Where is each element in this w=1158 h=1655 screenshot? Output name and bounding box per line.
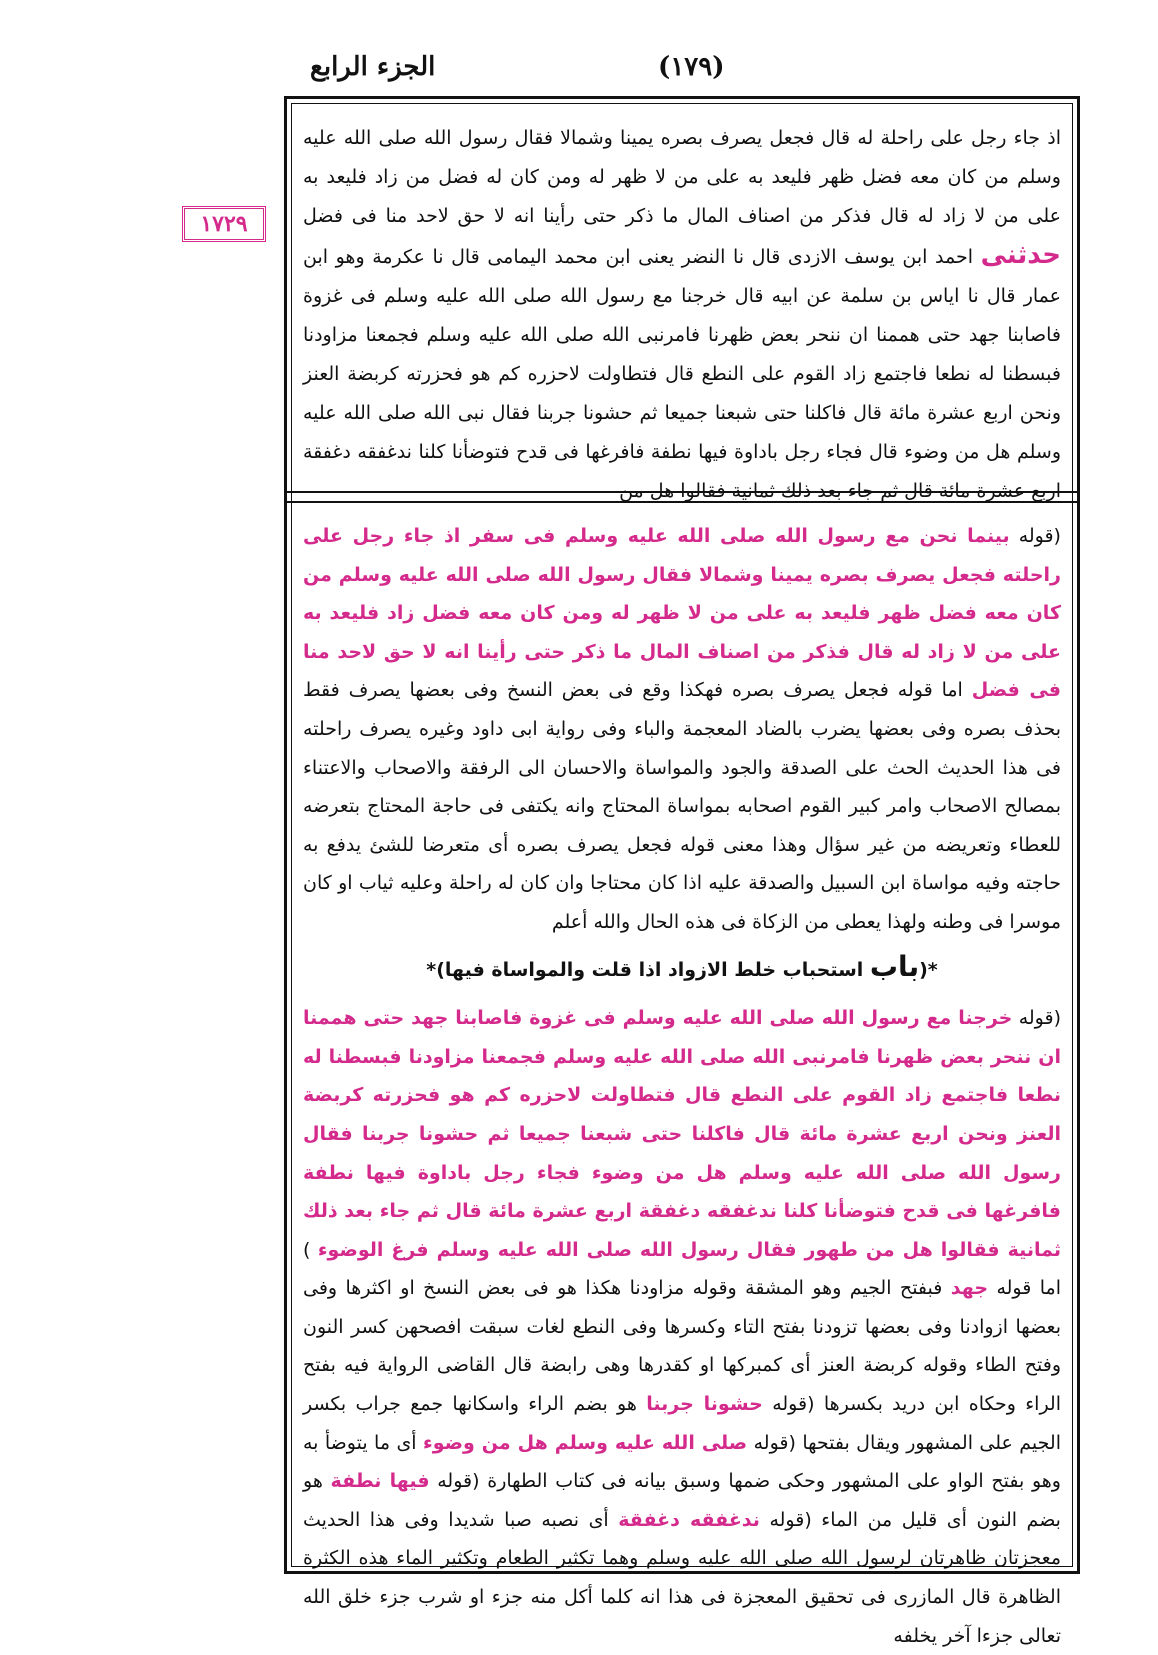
section-divider xyxy=(287,491,1077,503)
part-title: الجزء الرابع xyxy=(310,52,436,82)
commentary-text: ) اما قوله xyxy=(303,1238,1061,1300)
commentary-paragraph-1 xyxy=(303,517,1061,942)
qawluhu-marker: (قوله xyxy=(1018,525,1061,547)
quoted-phrase: جهد xyxy=(950,1277,989,1300)
hadith-number-badge: ١٧٢٩ xyxy=(182,206,266,242)
commentary-paragraph-2 xyxy=(303,999,1061,1655)
commentary-text: هو بضم الراء واسكانها جمع جراب بكسر الجيم على المشهور ويقال بفتحها xyxy=(303,1393,1062,1454)
commentary-text xyxy=(303,517,1061,1655)
commentary-text: أى نصبه صبا شديدا وفى هذا الحديث معجزتان ظاهرتان لرسول الله صلى الله عليه وسلم وهما تكثير الطعام وتكثير الماء هذه الكثرة الظاهرة قال المازرى فى تحقيق المعجزة فى هذا انه كلما أكل منه جزء او شرب جزء خلق الله تعالى جزءا آخر يخلفه xyxy=(303,1508,1061,1647)
quoted-hadith: بينما نحن مع رسول الله صلى الله عليه وسلم فى سفر اذ جاء رجل على راحلته فجعل يصرف بصره يمينا وشمالا فقال رسول الله صلى الله عليه وسلم من كان معه فضل ظهر فليعد به على من لا ظهر له ومن كان معه فضل زاد فليعد به على من لا زاد له قال فذكر من اصناف المال ما ذكر حتى رأينا انه لا حق لاحد منا فى فضل xyxy=(303,525,1062,702)
quoted-phrase: حشونا جربنا xyxy=(646,1393,763,1416)
quoted-hadith: خرجنا مع رسول الله صلى الله عليه وسلم فى غزوة فاصابنا جهد حتى هممنا ان ننحر بعض ظهرنا فامرنبى الله صلى الله عليه وسلم فجمعنا مزاودنا فبسطنا له نطعا فاجتمع زاد القوم على النطع قال فتطاولت لاحزره كم هو فحزرته كربضة العنز ونحن اربع عشرة مائة قال فاكلنا حتى شبعنا جميعا ثم حشونا جربنا فقال رسول الله صلى الله عليه وسلم هل من وضوء فجاء رجل باداوة فيها نطفة فافرغها فى قدح فتوضأنا كلنا ندغفقه دغفقة اربع عشرة مائة قال ثم جاء بعد ذلك ثمانية فقالوا هل من طهور فقال رسول الله صلى الله عليه وسلم فرغ الوضوء xyxy=(303,1007,1061,1261)
haddathani-heading: حدثنى xyxy=(980,240,1061,270)
chapter-prefix: *( xyxy=(919,958,938,981)
page-frame xyxy=(284,96,1080,1647)
chapter-heading xyxy=(303,948,1061,990)
commentary-text: أى ما يتوضأ به وهو بفتح الواو على المشهور وحكى ضمها وسبق بيانه فى كتاب الطهارة xyxy=(303,1431,1061,1493)
qawluhu-marker: (قوله xyxy=(772,1393,815,1416)
qawluhu-marker: (قوله xyxy=(753,1431,796,1454)
commentary-text: هو بضم النون أى قليل من الماء xyxy=(303,1470,1061,1531)
chapter-word: باب xyxy=(869,949,920,983)
page-header xyxy=(290,52,1090,102)
commentary-body: اما قوله فجعل يصرف بصره فهكذا وقع فى بعض النسخ وفى بعضها يصرف فقط بحذف بصره وفى بعضها يضرب بالضاد المعجمة والباء وفى رواية ابى داود وغيره يصرف راحلته فى هذا الحديث الحث على الصدقة والجود والمواساة والاحسان الى الرفقة والاصحاب والاعتناء بمصالح الاصحاب وامر كبير القوم اصحابه بمواساة المحتاج وانه يكتفى فى حاجة المحتاج بتعرضه للعطاء وتعريضه من غير سؤال وهذا معنى قوله فجعل يصرف بصره أى متعرضا للشئ يدفع به حاجته وفيه مواساة ابن السبيل والصدقة عليه اذا كان محتاجا وان كان له راحلة وعليه ثياب او كان موسرا فى وطنه ولهذا يعطى من الزكاة فى هذه الحال والله أعلم xyxy=(303,679,1061,933)
quoted-phrase: فيها نطفة xyxy=(330,1470,430,1493)
qawluhu-marker: (قوله xyxy=(769,1508,812,1531)
matn-text xyxy=(303,119,1061,511)
quoted-phrase: صلى الله عليه وسلم هل من وضوء xyxy=(423,1431,748,1454)
qawluhu-marker: (قوله xyxy=(1018,1007,1061,1030)
commentary-text: فبفتح الجيم وهو المشقة وقوله مزاودنا هكذا هو فى بعض النسخ او اكثرها وفى بعضها ازوادنا وفى بعضها تزودنا بفتح التاء وكسرها وفى النطع لغات سبقت افصحهن كسر النون وفتح الطاء وقوله كربضة العنز أى كمبركها او كقدرها وهى رابضة قال القاضى الرواية فيه بفتح الراء وحكاه ابن دريد بكسرها xyxy=(303,1277,1061,1416)
page-number: (١٧٩) xyxy=(658,52,725,82)
chapter-title: استحباب خلط الازواد اذا قلت والمواساة فيها)* xyxy=(426,958,864,981)
quoted-phrase: ندغفقه دغفقة xyxy=(618,1508,760,1531)
qawluhu-marker: (قوله xyxy=(437,1470,480,1493)
matn-part-2: احمد ابن يوسف الازدى قال نا النضر يعنى ابن محمد اليمامى قال نا عكرمة وهو ابن عمار قال نا اياس بن سلمة عن ابيه قال خرجنا مع رسول الله صلى الله عليه وسلم فى غزوة فاصابنا جهد حتى هممنا ان ننحر بعض ظهرنا فامرنبى الله صلى الله عليه وسلم فجمعنا مزاودنا فبسطنا له نطعا فاجتمع زاد القوم على النطع قال فتطاولت لاحزره كم هو فحزرته كربضة العنز ونحن اربع عشرة مائة قال فاكلنا حتى شبعنا جميعا ثم حشونا جربنا فقال نبى الله صلى الله عليه وسلم هل من وضوء قال فجاء رجل باداوة فيها نطفة فافرغها فى قدح فتوضأنا كلنا ندغفقه دغفقة اربع عشرة مائة قال ثم جاء بعد ذلك ثمانية فقالوا هل من xyxy=(303,246,1061,502)
matn-part-1: اذ جاء رجل على راحلة له قال فجعل يصرف بصره يمينا وشمالا فقال رسول الله صلى الله عليه وسلم من كان معه فضل ظهر فليعد به على من لا ظهر له ومن كان له فضل من زاد فليعد به على من لا زاد له قال فذكر من اصناف المال ما ذكر حتى رأينا انه لا حق لاحد منا فى فضل xyxy=(303,127,1061,227)
